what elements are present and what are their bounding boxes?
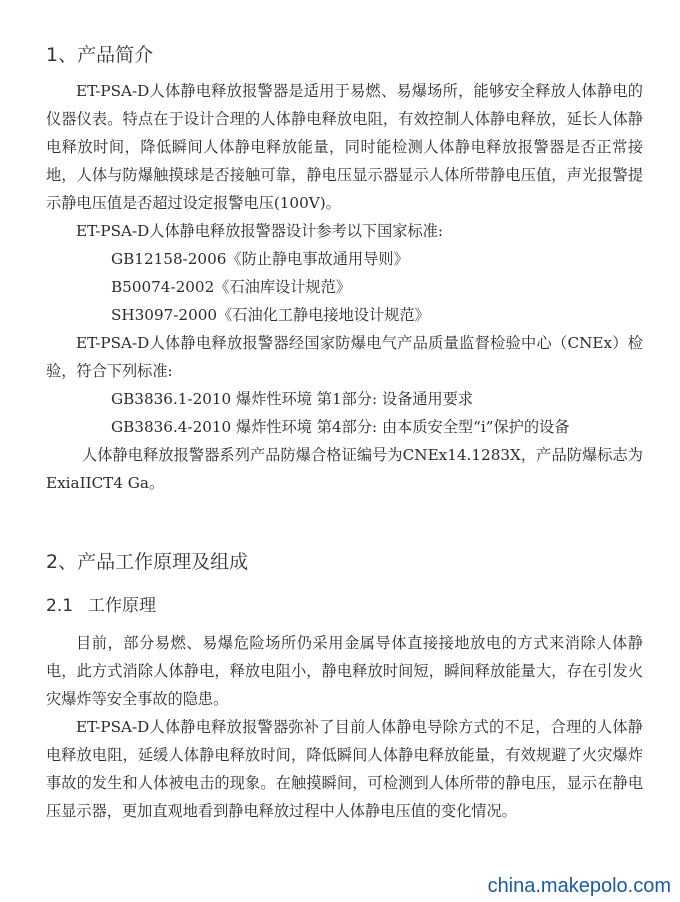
cert-number-paragraph: 人体静电释放报警器系列产品防爆合格证编号为CNEx14.1283X，产品防爆标志为ExiaIICT4 Ga。 [46,446,643,492]
section1-intro-paragraph: ET-PSA-D人体静电释放报警器是适用于易燃、易爆场所，能够安全释放人体静电的仪器仪表。特点在于设计合理的人体静电释放电阻，有效控制人体静电释放，延长人体静电释放时间，降低瞬间人体静电释放能量，同时能检测人体静电释放报警器是否正常接地，人体与防爆触摸球是否接触可靠，静电压显示器显示人体所带静电压值，声光报警提示静电压值是否超过设定报警电压(100V)。 [46,82,643,212]
cert-standard-item: GB3836.4-2010 爆炸性环境 第4部分: 由本质安全型“i”保护的设备 [111,418,570,436]
standard-item: B50074-2002《石油库设计规范》 [111,278,351,296]
subsection-heading [46,591,156,616]
section2-heading: 2、产品工作原理及组成 [46,551,249,573]
standard-item: SH3097-2000《石油化工静电接地设计规范》 [111,306,430,324]
principle-paragraph-2: ET-PSA-D人体静电释放报警器弥补了目前人体静电导除方式的不足，合理的人体静电释放电阻，延缓人体静电释放时间，降低瞬间人体静电释放能量，有效规避了火灾爆炸事故的发生和人体被电击的现象。在触摸瞬间，可检测到人体所带的静电压，显示在静电压显示器，更加直观地看到静电释放过程中人体静电压值的变化情况。 [46,718,643,820]
subsection-title: 工作原理 [88,596,156,616]
watermark-logo: china.makepolo.com [487,875,671,897]
principle-paragraph-1: 目前，部分易燃、易爆危险场所仍采用金属导体直接接地放电的方式来消除人体静电，此方式消除人体静电，释放电阻小，静电释放时间短，瞬间释放能量大，存在引发火灾爆炸等安全事故的隐患。 [46,634,643,708]
cert-intro-paragraph: ET-PSA-D人体静电释放报警器经国家防爆电气产品质量监督检验中心（CNEx）检验，符合下列标准: [46,334,643,380]
subsection-number: 2.1 [46,596,74,616]
standard-item: GB12158-2006《防止静电事故通用导则》 [111,250,409,268]
standards-intro: ET-PSA-D人体静电释放报警器设计参考以下国家标准: [76,222,443,240]
section1-heading: 1、产品简介 [46,44,154,66]
cert-standard-item: GB3836.1-2010 爆炸性环境 第1部分: 设备通用要求 [111,390,474,408]
